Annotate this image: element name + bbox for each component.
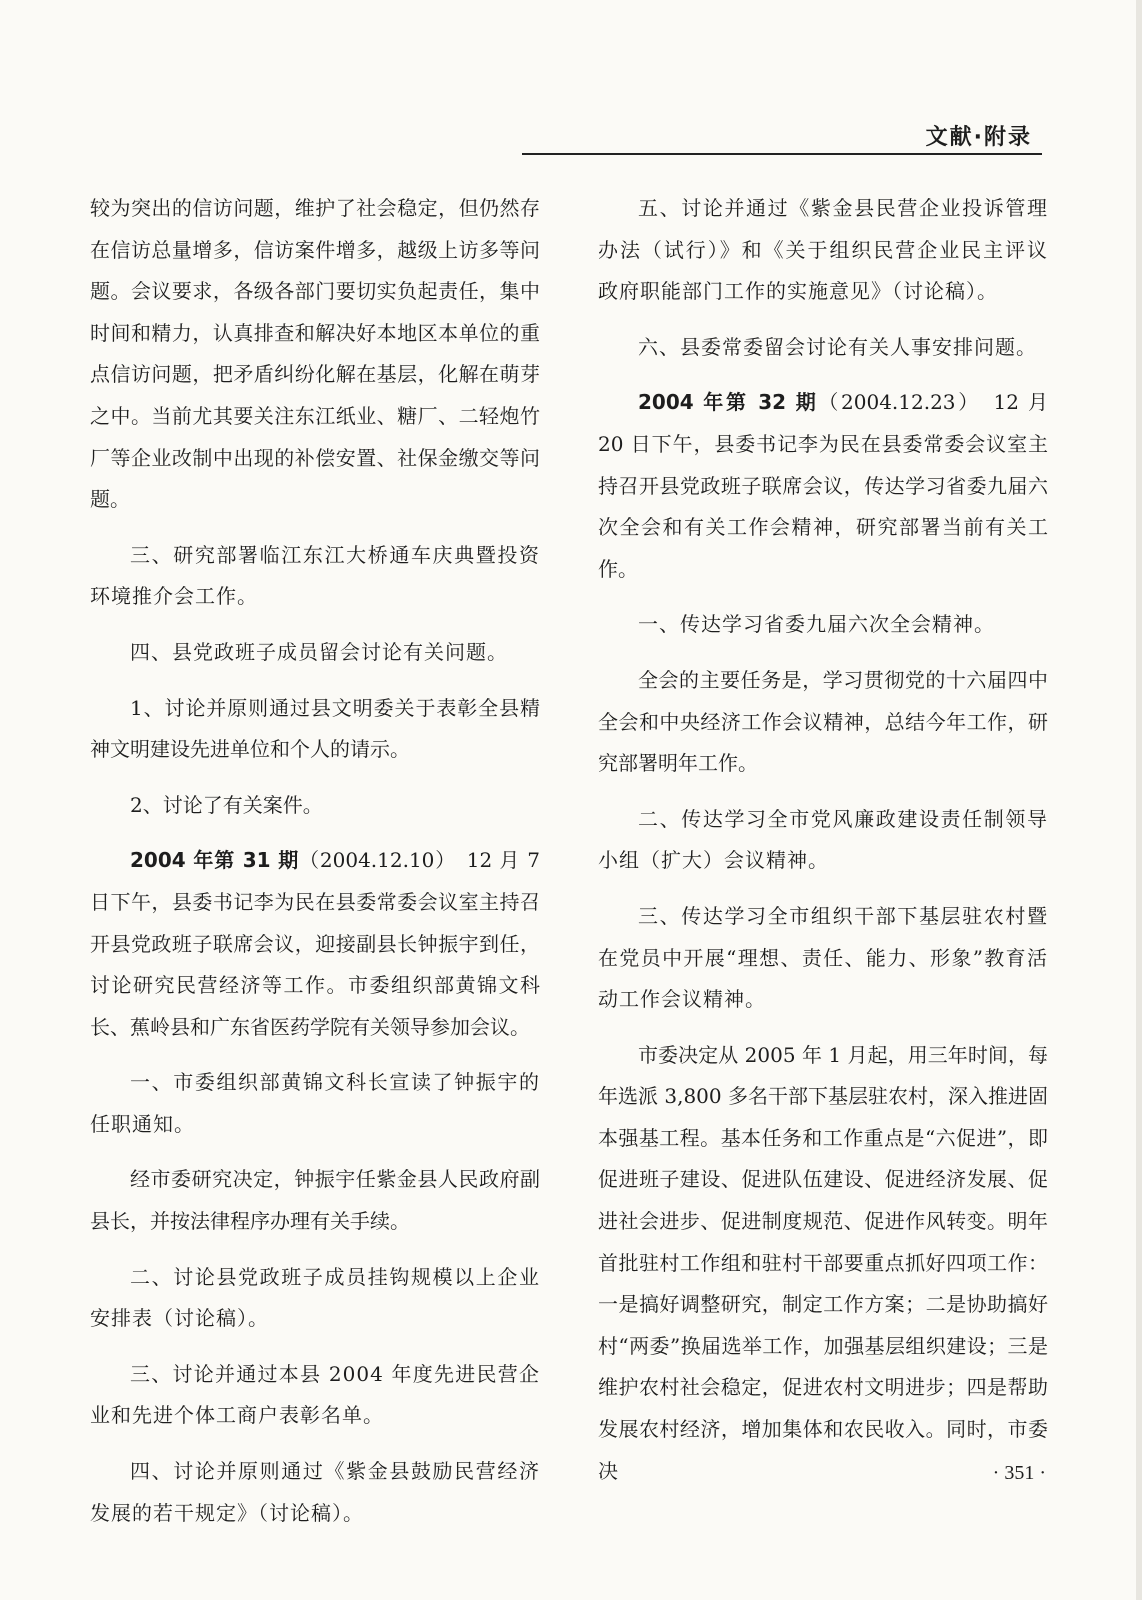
paragraph: 三、传达学习全市组织干部下基层驻农村暨在党员中开展“理想、责任、能力、形象”教育活动工作会议精神。	[598, 903, 1048, 1012]
paragraph: 六、县委常委留会讨论有关人事安排问题。	[638, 334, 1037, 359]
paragraph: 三、研究部署临江东江大桥通车庆典暨投资环境推介会工作。	[90, 542, 540, 609]
scan-edge	[1136, 0, 1142, 1600]
paragraph: 一、市委组织部黄锦文科长宣读了钟振宇的任职通知。	[90, 1070, 540, 1136]
section-title: 文献·附录	[925, 125, 1032, 150]
issue-heading: 2004 年第 31 期	[130, 848, 300, 873]
issue-text: 12 月 7 日下午，县委书记李为民在县委常委会议室主持召开县党政班子联席会议，迎接副县长钟振宇到任，讨论研究民营经济等工作。市委组织部黄锦文科长、蕉岭县和广东省医药学院有关领导参加会议。	[90, 848, 541, 1039]
paragraph: 二、讨论县党政班子成员挂钩规模以上企业安排表（讨论稿）。	[90, 1264, 540, 1331]
paragraph: 一、传达学习省委九届六次全会精神。	[638, 612, 995, 637]
right-column	[598, 188, 1048, 1506]
issue-paragraph	[90, 840, 540, 1048]
issue-date: （2004.12.10）	[299, 848, 446, 873]
paragraph: 2、讨论了有关案件。	[130, 792, 323, 817]
issue-date: （2004.12.23）	[818, 390, 971, 415]
paragraph: 市委决定从 2005 年 1 月起，用三年时间，每年选派 3,800 多名干部下基层驻农村，深入推进固本强基工程。基本任务和工作重点是“六促进”，即促进班子建设、促进队伍建设、促进经济发展、促进社会进步、促进制度规范、促进作风转变。明年首批驻村工作组和驻村干部要重点抓好四项工作：一是搞好调整研究，制定工作方案；二是协助搞好村“两委”换届选举工作，加强基层组织建设；三是维护农村社会稳定，促进农村文明进步；四是帮助发展农村经济，增加集体和农民收入。同时，市委决	[598, 1042, 1048, 1483]
paragraph: 全会的主要任务是，学习贯彻党的十六届四中全会和中央经济工作会议精神，总结今年工作，研究部署明年工作。	[598, 667, 1048, 776]
header-rule	[522, 153, 1042, 155]
issue-text: 12 月 20 日下午，县委书记李为民在县委常委会议室主持召开县党政班子联席会议，传达学习省委九届六次全会和有关工作会精神，研究部署当前有关工作。	[598, 390, 1048, 581]
page-number: · 351 ·	[992, 1462, 1046, 1484]
paragraph: 三、讨论并通过本县 2004 年度先进民营企业和先进个体工商户表彰名单。	[90, 1361, 540, 1428]
paragraph: 经市委研究决定，钟振宇任紫金县人民政府副县长，并按法律程序办理有关手续。	[90, 1167, 540, 1234]
paragraph: 1、讨论并原则通过县文明委关于表彰全县精神文明建设先进单位和个人的请示。	[90, 695, 540, 762]
paragraph: 四、县党政班子成员留会讨论有关问题。	[130, 639, 508, 664]
paragraph: 四、讨论并原则通过《紫金县鼓励民营经济发展的若干规定》（讨论稿）。	[90, 1459, 540, 1525]
left-column	[90, 188, 540, 1548]
paragraph: 五、讨论并通过《紫金县民营企业投诉管理办法（试行）》和《关于组织民营企业民主评议政府职能部门工作的实施意见》（讨论稿）。	[598, 196, 1048, 304]
paragraph: 二、传达学习全市党风廉政建设责任制领导小组（扩大）会议精神。	[598, 806, 1048, 873]
issue-heading: 2004 年第 32 期	[638, 390, 819, 415]
paragraph: 较为突出的信访问题，维护了社会稳定，但仍然存在信访总量增多，信访案件增多，越级上访多等问题。会议要求，各级各部门要切实负起责任，集中时间和精力，认真排查和解决好本地区本单位的重点信访问题，把矛盾纠纷化解在基层，化解在萌芽之中。当前尤其要关注东江纸业、糖厂、二轻炮竹厂等企业改制中出现的补偿安置、社保金缴交等问题。	[90, 196, 540, 512]
issue-paragraph	[598, 382, 1048, 590]
